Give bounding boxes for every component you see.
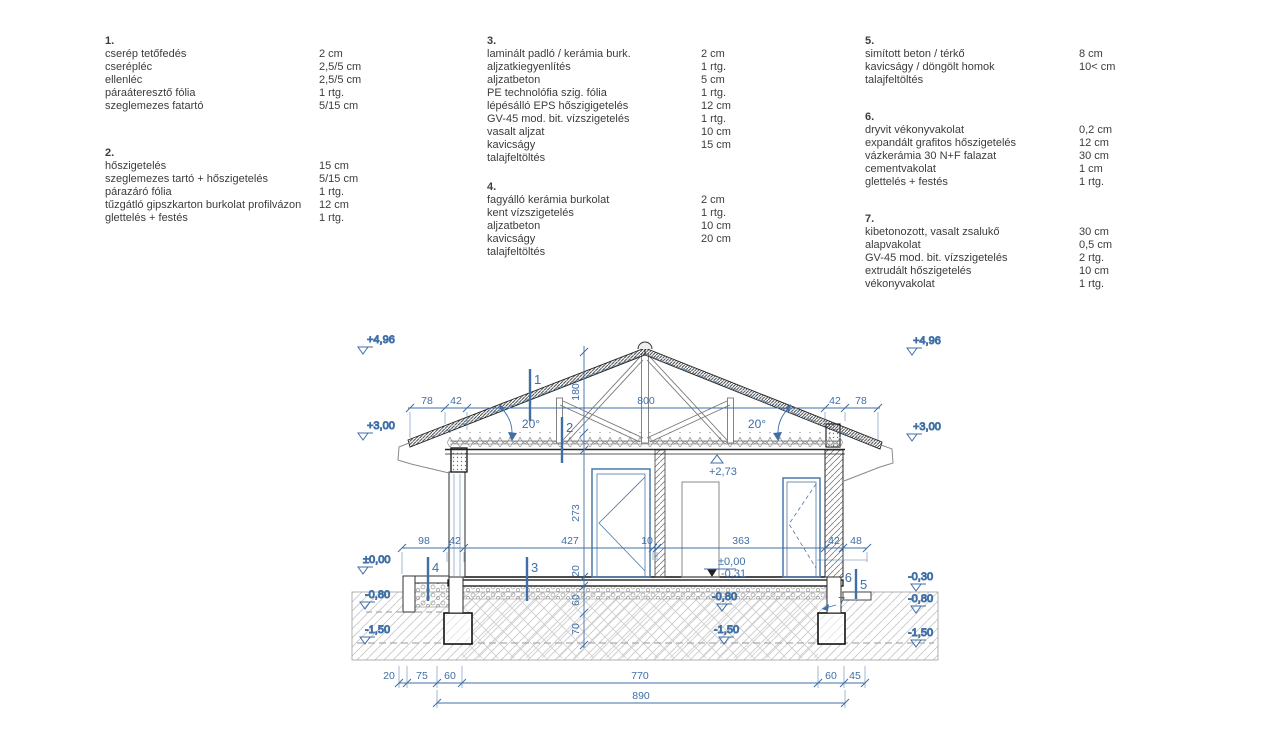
angle-label-right: 20° [747,417,767,431]
spec-layer-label: hőszigetelés [105,160,167,172]
soffit-left [411,464,449,473]
level-right-m080: -0,80 [908,593,934,605]
right-wall [825,424,846,613]
dim-overhang-right-78: 78 [855,395,867,407]
left-plinth-wall [449,577,463,613]
level-right-300: +3,00 [913,421,941,433]
spec-layer-label: kavicságy / döngölt homok [865,61,995,73]
spec-layer-label: expandált grafitos hőszigetelés [865,137,1017,149]
spec-layer-value: 1 rtg. [701,207,727,219]
spec-layer-label: vázkerámia 30 N+F falazat [865,150,997,162]
spec-layer-value: 5/15 cm [319,173,359,185]
spec-layer-value: 2 cm [701,194,725,206]
dim-427: 427 [561,535,579,547]
spec-block-number: 1. [105,35,115,47]
spec-layer-value: 2 cm [701,48,725,60]
dim-20: 20 [383,670,395,682]
spec-layer-label: kibetonozott, vasalt zsalukő [865,226,1000,238]
spec-layer-value: 1 rtg. [701,61,727,73]
section-marker-5: 5 [860,577,868,592]
dim-main [398,535,871,574]
spec-block-number: 4. [487,181,497,193]
level-mid-m150: -1,50 [714,624,740,636]
spec-layer-value: 2 cm [319,48,343,60]
spec-layer-label: páraáteresztő fólia [105,87,196,99]
spec-layer-label: párazáró fólia [105,186,172,198]
dim-60b: 60 [825,670,837,682]
spec-block-number: 6. [865,111,875,123]
spec-layer-label: talajfeltöltés [487,152,546,164]
spec-layer-value: 30 cm [1079,150,1109,162]
spec-layer-label: kavicságy [487,233,536,245]
door-left-room [592,469,650,577]
spec-layer-label: extrudált hőszigetelés [865,265,972,277]
soffit-right [844,467,880,481]
level-right-496: +4,96 [913,335,941,347]
level-left-m150: -1,50 [365,624,391,636]
spec-layer-value: 10 cm [701,126,731,138]
dim-75: 75 [416,670,428,682]
dim-45: 45 [849,670,861,682]
spec-layer-value: 8 cm [1079,48,1103,60]
spec-layer-value: 1 rtg. [1079,278,1105,290]
dim-60a: 60 [444,670,456,682]
terrace-edge-beam [403,576,415,612]
spec-layer-label: cserépléc [105,61,153,73]
dim-42a: 42 [449,535,461,547]
spec-layer-value: 0,5 cm [1079,239,1113,251]
spec-layer-value: 1 cm [1079,163,1103,175]
floor-slab [448,577,871,600]
spec-layer-label: aljzatbeton [487,74,541,86]
level-right-m030: -0,30 [908,571,934,583]
spec-block-number: 3. [487,35,497,47]
dim-wall-right-42: 42 [829,395,841,407]
spec-layer-value: 1 rtg. [319,212,345,224]
dim-890: 890 [632,690,650,702]
door-right-room [783,478,820,577]
spec-layer-value: 5 cm [701,74,725,86]
spec-layer-label: PE technolófia szig. fólia [487,87,607,99]
spec-layer-label: cementvakolat [865,163,936,175]
dim-42b: 42 [828,535,840,547]
interior-wall [655,450,665,577]
level-left-000: ±0,00 [363,554,391,566]
spec-layer-label: glettelés + festés [865,176,948,188]
spec-layer-value: 1 rtg. [319,87,345,99]
level-floor-000: ±0,00 [718,556,746,568]
dim-roof-span-800: 800 [637,395,655,407]
spec-layer-value: 12 cm [1079,137,1109,149]
door-interior [682,482,719,577]
spec-layer-label: kavicságy [487,139,536,151]
spec-block-number: 5. [865,35,875,47]
dim-770: 770 [631,670,649,682]
spec-layer-label: aljzatbeton [487,220,541,232]
footing-right [818,613,845,644]
ridge-cap [638,342,652,349]
dim-footing-70: 70 [570,623,582,635]
level-marker-ceiling [709,455,737,478]
wall-top-beam-left [451,448,467,472]
spec-layer-label: vékonyvakolat [865,278,935,290]
gravel-layer [462,586,826,599]
angle-label-left: 20° [521,417,541,431]
spec-layer-label: kent vízszigetelés [487,207,574,219]
spec-layer-value: 30 cm [1079,226,1109,238]
level-right-m150: -1,50 [908,627,934,639]
footing-left [444,613,472,644]
spec-layer-label: tűzgátló gipszkarton burkolat profilvázon [105,199,302,211]
spec-layer-label: simított beton / térkő [865,48,965,60]
section-marker-7: 7 [838,594,846,609]
spec-layer-value: 0,2 cm [1079,124,1113,136]
spec-layer-label: glettelés + festés [105,212,188,224]
spec-layer-label: aljzatkiegyenlítés [487,61,571,73]
dim-overhang-left-78: 78 [421,395,433,407]
spec-block-number: 7. [865,213,875,225]
spec-layer-label: dryvit vékonyvakolat [865,124,965,136]
dim-bottom [383,666,869,708]
section-marker-2: 2 [566,420,574,435]
spec-layer-label: fagyálló kerámia burkolat [487,194,610,206]
spec-layer-value: 12 cm [701,100,731,112]
spec-layer-label: lépésálló EPS hőszigigetelés [487,100,629,112]
spec-layer-label: laminált padló / kerámia burk. [487,48,631,60]
spec-layer-value: 2 rtg. [1079,252,1105,264]
spec-layer-label: szeglemezes tartó + hőszigetelés [105,173,268,185]
section-marker-3: 3 [531,560,539,575]
spec-layer-value: 10 cm [1079,265,1109,277]
dim-363: 363 [732,535,750,547]
dim-wall-left-42: 42 [450,395,462,407]
section-marker-6: 6 [844,570,852,585]
dim-slab-60: 60 [570,594,582,606]
eaves [398,443,893,481]
spec-layer-label: GV-45 mod. bit. vízszigetelés [487,113,630,125]
spec-layer-value: 1 rtg. [701,87,727,99]
dim-floor-buildup-20: 20 [570,565,582,577]
gutter-right [880,445,893,467]
spec-layer-value: 12 cm [319,199,349,211]
spec-layer-value: 10< cm [1079,61,1116,73]
spec-layer-label: vasalt aljzat [487,126,545,138]
spec-layer-value: 1 rtg. [319,186,345,198]
spec-layer-label: talajfeltöltés [865,74,924,86]
spec-layer-label: alapvakolat [865,239,921,251]
section-marker-4: 4 [432,560,440,575]
spec-layer-value: 15 cm [701,139,731,151]
spec-layer-value: 15 cm [319,160,349,172]
dim-98: 98 [418,535,430,547]
level-mid-m080: -0,80 [712,591,738,603]
level-left-496: +4,96 [367,334,395,346]
dim-48: 48 [850,535,862,547]
level-ceiling-273: +2,73 [709,466,737,478]
spec-layer-label: GV-45 mod. bit. vízszigetelés [865,252,1008,264]
spec-layer-value: 2,5/5 cm [319,61,362,73]
door-swing-dashed [789,484,816,568]
gutter-left [398,443,411,464]
level-left-m080: -0,80 [365,589,391,601]
dim-room-height-273: 273 [570,504,582,522]
spec-block-number: 2. [105,147,115,159]
section-marker-1: 1 [534,372,542,387]
spec-layer-value: 2,5/5 cm [319,74,362,86]
spec-layer-label: talajfeltöltés [487,246,546,258]
spec-layer-value: 1 rtg. [701,113,727,125]
dim-10: 10 [641,535,653,547]
spec-layer-value: 10 cm [701,220,731,232]
door-swing-lines [599,477,645,571]
spec-layer-value: 5/15 cm [319,100,359,112]
spec-layer-value: 20 cm [701,233,731,245]
spec-layer-label: cserép tetőfedés [105,48,187,60]
dim-roof-rise-180: 180 [570,383,582,401]
spec-layer-value: 1 rtg. [1079,176,1105,188]
level-floor-m031: -0,31 [721,568,747,580]
spec-layer-label: szeglemezes fatartó [105,100,204,112]
level-left-300: +3,00 [367,420,395,432]
spec-layer-label: ellenléc [105,74,143,86]
